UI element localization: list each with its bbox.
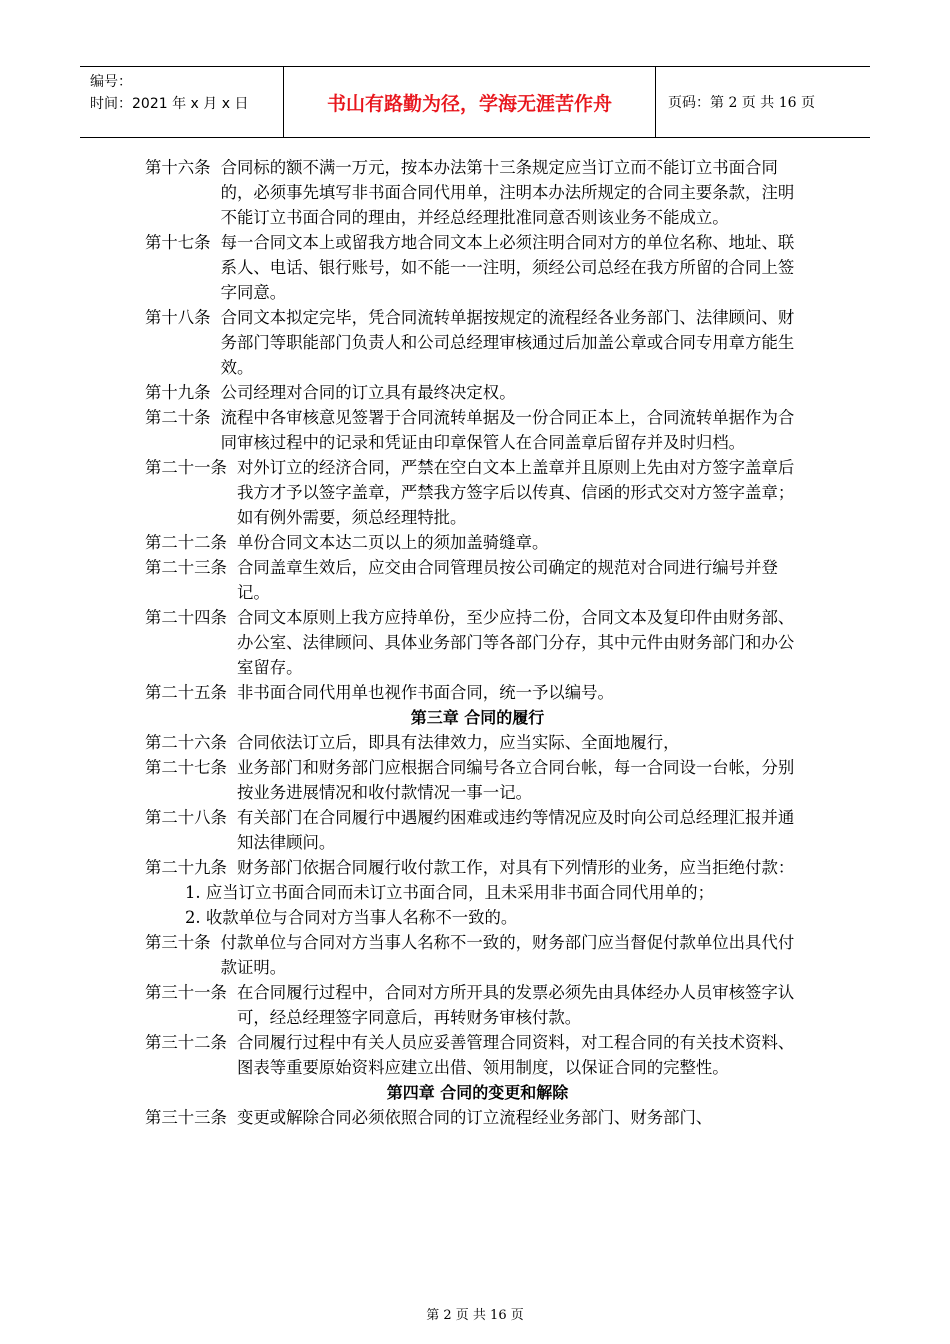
article-text: 变更或解除合同必须依照合同的订立流程经业务部门、财务部门、 [236,1108,713,1127]
article-number: 第十八条 [145,308,211,327]
article [145,530,810,555]
list-item: 2. 收款单位与合同对方当事人名称不一致的。 [185,908,518,927]
article [145,855,810,880]
article-text: 有关部门在合同履行中遇履约困难或违约等情况应及时向公司总经理汇报并通知法律顾问。 [236,808,795,852]
header-page-info: 页码：第 2 页 共 16 页 [668,95,815,111]
article-number: 第三十条 [145,933,211,952]
article-text: 对外订立的经济合同，严禁在空白文本上盖章并且原则上先由对方签字盖章后我方才予以签字盖章，严禁我方签字后以传真、信函的形式交对方签字盖章；如有例外需要，须总经理特批。 [236,458,795,527]
page-footer: 第 2 页 共 16 页 [426,1308,524,1323]
page-header [80,66,870,138]
article-number: 第二十一条 [145,458,227,477]
article-text: 合同盖章生效后，应交由合同管理员按公司确定的规范对合同进行编号并登记。 [236,558,778,602]
article-number: 第十六条 [145,158,211,177]
article-number: 第三十一条 [145,983,227,1002]
article-number: 第二十四条 [145,608,227,627]
article [145,555,810,605]
article-number: 第三十二条 [145,1033,227,1052]
article-number: 第二十九条 [145,858,227,877]
article-number: 第二十条 [145,408,211,427]
article-text: 付款单位与合同对方当事人名称不一致的，财务部门应当督促付款单位出具代付款证明。 [220,933,795,977]
article [145,1030,810,1080]
list-item: 1. 应当订立书面合同而未订立书面合同，且未采用非书面合同代用单的； [185,883,714,902]
article-number: 第二十八条 [145,808,227,827]
article-text: 合同文本原则上我方应持单份，至少应持二份，合同文本及复印件由财务部、办公室、法律顾问、具体业务部门等各部门分存，其中元件由财务部门和办公室留存。 [236,608,795,677]
article [145,230,810,305]
article-number: 第十七条 [145,233,211,252]
article [145,980,810,1030]
article [145,405,810,455]
article [145,380,810,405]
article-number: 第二十三条 [145,558,227,577]
document-date: 时间：2021 年 x 月 x 日 [90,96,249,112]
article-text: 非书面合同代用单也视作书面合同，统一予以编号。 [236,683,614,702]
document-body [145,155,810,1130]
article-text: 每一合同文本上或留我方地合同文本上必须注明合同对方的单位名称、地址、联系人、电话、银行账号，如不能一一注明，须经公司总经在我方所留的合同上签字同意。 [220,233,795,302]
article [145,680,810,705]
article-text: 公司经理对合同的订立具有最终决定权。 [220,383,516,402]
chapter-heading: 第四章 合同的变更和解除 [386,1083,569,1102]
article-text: 在合同履行过程中，合同对方所开具的发票必须先由具体经办人员审核签字认可，经总经理签字同意后，再转财务审核付款。 [236,983,795,1027]
article [145,930,810,980]
article-number: 第三十三条 [145,1108,227,1127]
article-text: 单份合同文本达二页以上的须加盖骑缝章。 [236,533,549,552]
header-motto: 书山有路勤为径，学海无涯苦作舟 [284,67,656,137]
article-number: 第十九条 [145,383,211,402]
article-number: 第二十五条 [145,683,227,702]
header-meta [80,67,284,137]
article-text: 合同文本拟定完毕，凭合同流转单据按规定的流程经各业务部门、法律顾问、财务部门等职能部门负责人和公司总经理审核通过后加盖公章或合同专用章方能生效。 [220,308,795,377]
article-text: 合同依法订立后，即具有法律效力，应当实际、全面地履行， [236,733,680,752]
article [145,305,810,380]
article-text: 合同标的额不满一万元，按本办法第十三条规定应当订立而不能订立书面合同的，必须事先填写非书面合同代用单，注明本办法所规定的合同主要条款，注明不能订立书面合同的理由，并经总经理批准同意否则该业务不能成立。 [220,158,795,227]
article-text: 流程中各审核意见签署于合同流转单据及一份合同正本上，合同流转单据作为合同审核过程中的记录和凭证由印章保管人在合同盖章后留存并及时归档。 [220,408,795,452]
article-number: 第二十七条 [145,758,227,777]
article [145,805,810,855]
article [145,1105,810,1130]
document-number-label: 编号： [90,74,132,90]
article [145,455,810,530]
chapter-heading: 第三章 合同的履行 [410,708,545,727]
article [145,155,810,230]
article-text: 业务部门和财务部门应根据合同编号各立合同台帐，每一合同设一台帐，分别按业务进展情况和收付款情况一事一记。 [236,758,795,802]
article-number: 第二十二条 [145,533,227,552]
article [145,605,810,680]
article-text: 合同履行过程中有关人员应妥善管理合同资料，对工程合同的有关技术资料、图表等重要原始资料应建立出借、领用制度，以保证合同的完整性。 [236,1033,795,1077]
article-text: 财务部门依据合同履行收付款工作，对具有下列情形的业务，应当拒绝付款： [236,858,795,877]
article [145,730,810,755]
article [145,755,810,805]
article-number: 第二十六条 [145,733,227,752]
